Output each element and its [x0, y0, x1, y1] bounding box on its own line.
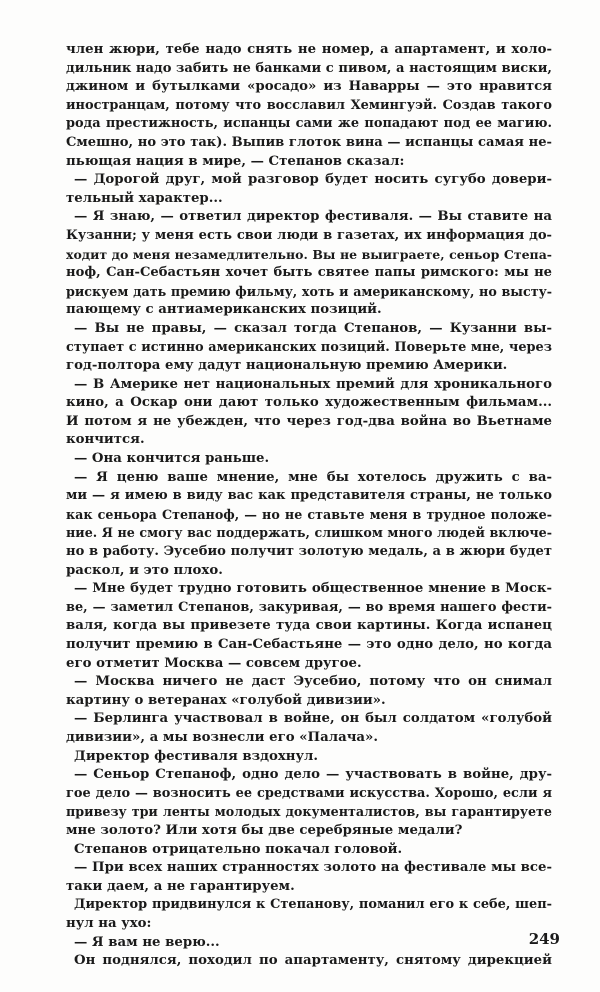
text-line: ми — я имею в виду вас как представителя страны, не только	[66, 488, 552, 504]
text-line: кончится.	[66, 432, 145, 448]
text-line: — Берлинга участвовал в войне, он был солдатом «голубой	[74, 711, 552, 727]
text-line: — Мне будет трудно готовить общественное мнение в Моск-	[74, 581, 552, 597]
text-line: ве, — заметил Степанов, закуривая, — во время нашего фести-	[66, 599, 552, 615]
text-line: — В Америке нет национальных премий для хроникального	[74, 376, 552, 392]
text-line: ние. Я не смогу вас поддержать, слишком много людей включе-	[66, 525, 552, 541]
text-line: валя, когда вы привезете туда свои картины. Когда испанец	[66, 618, 552, 634]
text-line: — Она кончится раньше.	[74, 451, 270, 467]
text-line: кино, а Оскар они дают только художественным фильмам...	[66, 395, 552, 411]
text-line: — При всех наших странностях золото на фестивале мы все-	[74, 860, 552, 876]
text-line: Кузанни; у меня есть свои люди в газетах, их информация до-	[66, 227, 552, 243]
text-line: Степанов отрицательно покачал головой.	[74, 841, 403, 857]
text-line: — Я знаю, — ответил директор фестиваля. — Вы ставите на	[74, 209, 552, 225]
page-body-text	[66, 41, 552, 971]
text-line: Он поднялся, походил по апартаменту, снятому дирекцией	[74, 953, 552, 969]
text-line: ноф, Сан-Себастьян хочет быть святее папы римского: мы не	[66, 265, 552, 281]
text-line: его отметит Москва — совсем другое.	[66, 655, 362, 671]
page-number: 249	[528, 930, 560, 948]
text-line: — Я вам не верю...	[74, 934, 220, 950]
text-line: тельный характер...	[66, 190, 223, 206]
text-line: ходит до меня незамедлительно. Вы не выиграете, сеньор Степа-	[66, 246, 552, 262]
text-line: привезу три ленты молодых документалистов, вы гарантируете	[66, 804, 552, 820]
text-line: рискуем дать премию фильму, хоть и американскому, но высту-	[66, 283, 552, 299]
text-line: дивизии», а мы вознесли его «Палача».	[66, 729, 378, 745]
text-line: Директор фестиваля вздохнул.	[74, 748, 319, 764]
text-line: как сеньора Степаноф, — но не ставьте меня в трудное положе-	[66, 506, 552, 522]
text-line: — Сеньор Степаноф, одно дело — участвовать в войне, дру-	[74, 767, 552, 783]
text-line: джином и бутылками «росадо» из Наварры — это нравится	[66, 79, 552, 95]
text-line: — Вы не правы, — сказал тогда Степанов, — Кузанни вы-	[74, 320, 552, 336]
text-line: рода престижность, испанцы сами же попадают под ее магию.	[66, 116, 552, 132]
text-line: гое дело — возносить ее средствами искусства. Хорошо, если я	[66, 785, 552, 801]
text-line: пьющая нация в мире, — Степанов сказал:	[66, 153, 405, 169]
text-line: Директор придвинулся к Степанову, поманил его к себе, шеп-	[74, 897, 552, 913]
text-line: картину о ветеранах «голубой дивизии».	[66, 692, 386, 708]
text-line: но в работу. Эусебио получит золотую медаль, а в жюри будет	[66, 544, 552, 560]
text-line: И потом я не убежден, что через год-два война во Вьетнаме	[66, 413, 552, 429]
text-line: нул на ухо:	[66, 915, 152, 931]
text-line: год-полтора ему дадут национальную премию Америки.	[66, 358, 508, 374]
text-line: ступает с истинно американских позиций. Поверьте мне, через	[66, 339, 552, 355]
text-line: Смешно, но это так). Выпив глоток вина — испанцы самая не-	[66, 134, 552, 150]
text-line: дильник надо забить не банками с пивом, а настоящим виски,	[66, 60, 552, 76]
text-line: пающему с антиамериканских позиций.	[66, 302, 382, 318]
text-line: член жюри, тебе надо снять не номер, а апартамент, и холо-	[66, 42, 552, 57]
text-line: получит премию в Сан-Себастьяне — это одно дело, но когда	[66, 637, 552, 652]
text-line: — Дорогой друг, мой разговор будет носить сугубо довери-	[74, 172, 552, 188]
text-line: — Я ценю ваше мнение, мне бы хотелось дружить с ва-	[74, 469, 552, 485]
text-line: раскол, и это плохо.	[66, 562, 223, 578]
text-line: иностранцам, потому что восславил Хемингуэй. Создав такого	[66, 97, 552, 113]
text-line: таки даем, а не гарантируем.	[66, 878, 295, 894]
text-line: — Москва ничего не даст Эусебио, потому что он снимал	[74, 674, 552, 690]
text-line: мне золото? Или хотя бы две серебряные медали?	[66, 822, 463, 838]
